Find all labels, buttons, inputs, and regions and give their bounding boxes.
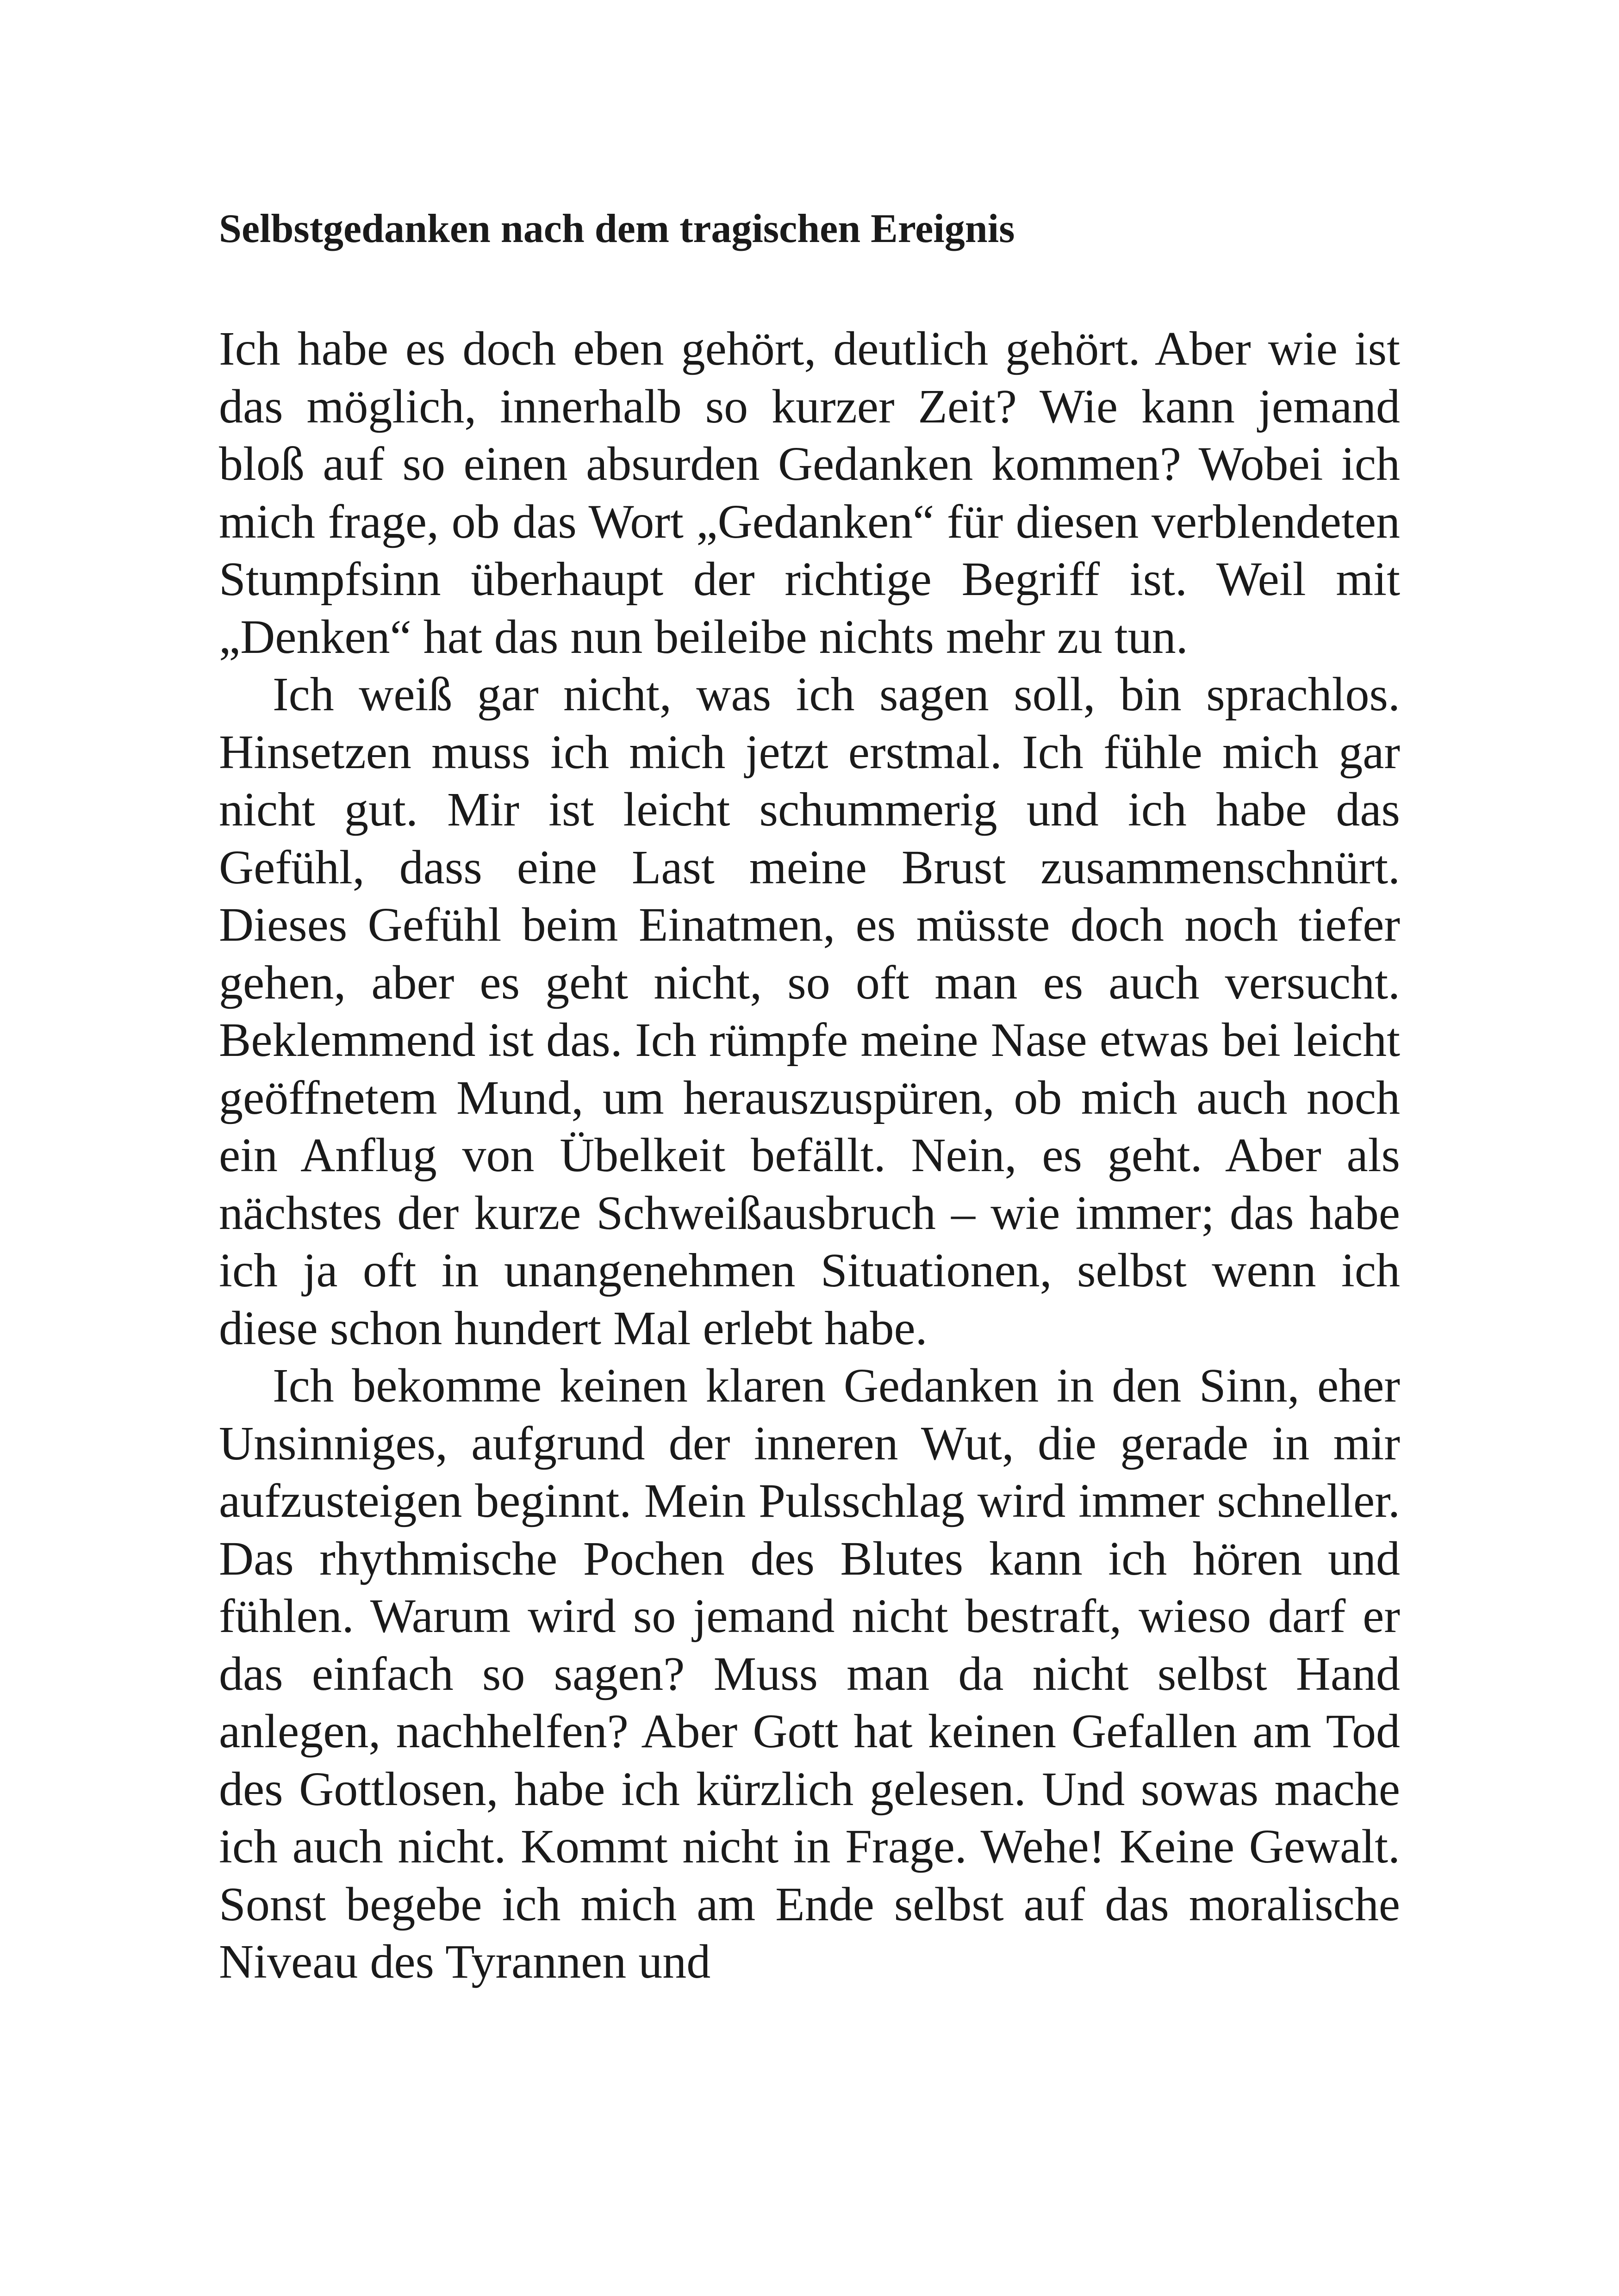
paragraph-2: Ich weiß gar nicht, was ich sagen soll, bin sprachlos. Hinsetzen muss ich mich jetzt erstmal. Ich fühle mich gar nicht gut. Mir ist leicht schummerig und ich habe das Gefühl, dass eine Last meine Brust zusammenschnürt. Dieses Gefühl beim Einatmen, es müsste doch noch tiefer gehen, aber es geht nicht, so oft man es auch versucht. Beklemmend ist das. Ich rümpfe meine Nase etwas bei leicht geöffnetem Mund, um herauszuspüren, ob mich auch noch ein Anflug von Übelkeit befällt. Nein, es geht. Aber als nächstes der kurze Schweißausbruch – wie immer; das habe ich ja oft in unangenehmen Situationen, selbst wenn ich diese schon hundert Mal erlebt habe. bbox=[219, 668, 1400, 1355]
page-title: Selbstgedanken nach dem tragischen Ereignis bbox=[219, 206, 1015, 251]
paragraph-3: Ich bekomme keinen klaren Gedanken in den Sinn, eher Unsinniges, aufgrund der inneren Wut, die gerade in mir aufzusteigen beginnt. Mein Pulsschlag wird immer schneller. Das rhythmische Pochen des Blutes kann ich hören und fühlen. Warum wird so jemand nicht bestraft, wieso darf er das einfach so sagen? Muss man da nicht selbst Hand anlegen, nachhelfen? Aber Gott hat keinen Gefallen am Tod des Gottlosen, habe ich kürzlich gelesen. Und sowas mache ich auch nicht. Kommt nicht in Frage. Wehe! Keine Gewalt. Sonst begebe ich mich am Ende selbst auf das moralische Niveau des Tyrannen und bbox=[219, 1359, 1400, 1988]
text-block bbox=[219, 204, 1400, 1991]
body-text bbox=[219, 320, 1400, 1991]
paragraph-1: Ich habe es doch eben gehört, deutlich gehört. Aber wie ist das möglich, innerhalb so kurzer Zeit? Wie kann jemand bloß auf so einen absurden Gedanken kommen? Wobei ich mich frage, ob das Wort „Gedanken“ für diesen verblendeten Stumpfsinn überhaupt der richtige Begriff ist. Weil mit „Denken“ hat das nun beileibe nichts mehr zu tun. bbox=[219, 322, 1400, 664]
